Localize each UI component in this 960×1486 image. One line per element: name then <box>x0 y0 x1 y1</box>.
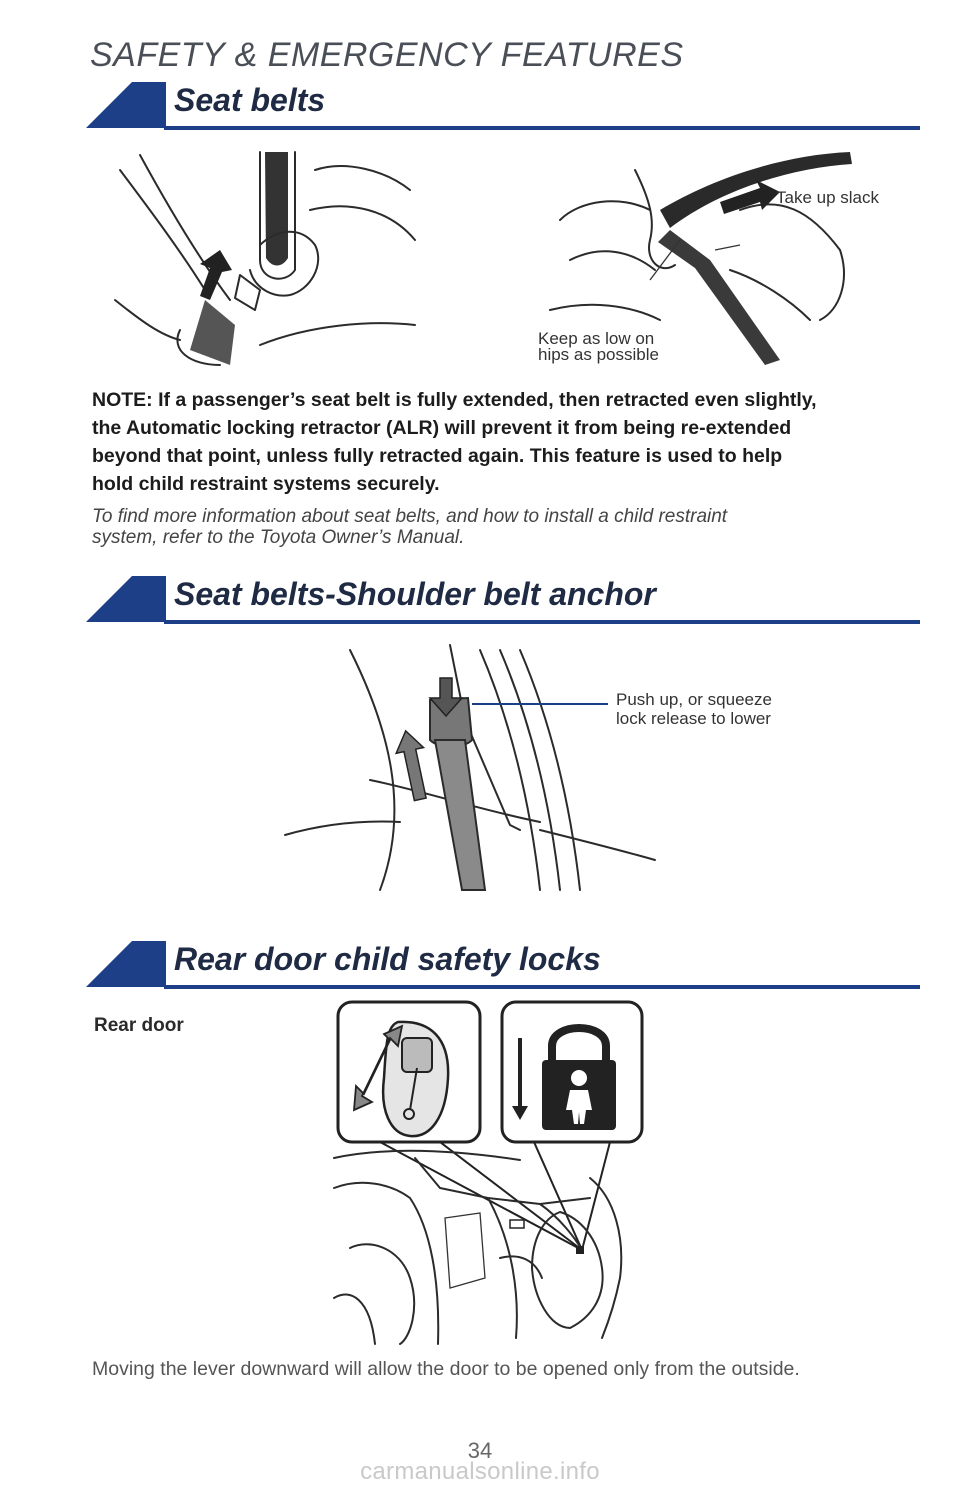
note-line: hold child restraint systems securely. <box>92 473 440 495</box>
info-line: To find more information about seat belts, and how to install a child restraint <box>92 506 728 527</box>
alr-note <box>92 386 922 498</box>
heading-tab-decoration <box>86 576 166 622</box>
heading-rule <box>164 985 920 989</box>
child-lock-description: Moving the lever downward will allow the door to be opened only from the outside. <box>92 1358 800 1380</box>
section-heading-seat-belts <box>86 82 920 134</box>
section-heading-shoulder-anchor <box>86 576 920 628</box>
heading-rule <box>164 126 920 130</box>
callout-push-up-line2: lock release to lower <box>616 709 771 728</box>
heading-label: Seat belts <box>174 82 326 118</box>
heading-rule <box>164 620 920 624</box>
owners-manual-reference <box>92 506 872 548</box>
section-heading-child-locks <box>86 941 920 993</box>
heading-tab-decoration <box>86 941 166 987</box>
page-title: SAFETY & EMERGENCY FEATURES <box>90 36 684 74</box>
callout-keep-low-line1: Keep as low on <box>538 329 655 348</box>
shoulder-anchor-illustration <box>280 640 670 892</box>
callout-push-up-line1: Push up, or squeeze <box>616 690 772 709</box>
rear-door-label: Rear door <box>94 1015 184 1036</box>
child-lock-illustration <box>320 998 650 1346</box>
heading-label: Rear door child safety locks <box>174 941 601 977</box>
heading-tab-decoration <box>86 82 166 128</box>
heading-label: Seat belts-Shoulder belt anchor <box>174 576 656 612</box>
buckle-belt-illustration <box>110 150 420 372</box>
callout-take-up-slack: Take up slack <box>776 188 879 207</box>
info-line: system, refer to the Toyota Owner’s Manual. <box>92 527 465 548</box>
page-number: 34 <box>467 1438 493 1463</box>
note-line: beyond that point, unless fully retracted again. This feature is used to help <box>92 445 783 467</box>
callout-keep-low-line2: hips as possible <box>538 345 659 364</box>
note-line: NOTE: If a passenger’s seat belt is fully extended, then retracted even slightly, <box>92 389 817 411</box>
note-line: the Automatic locking retractor (ALR) will prevent it from being re-extended <box>92 417 792 439</box>
watermark: carmanualsonline.info <box>360 1458 600 1485</box>
